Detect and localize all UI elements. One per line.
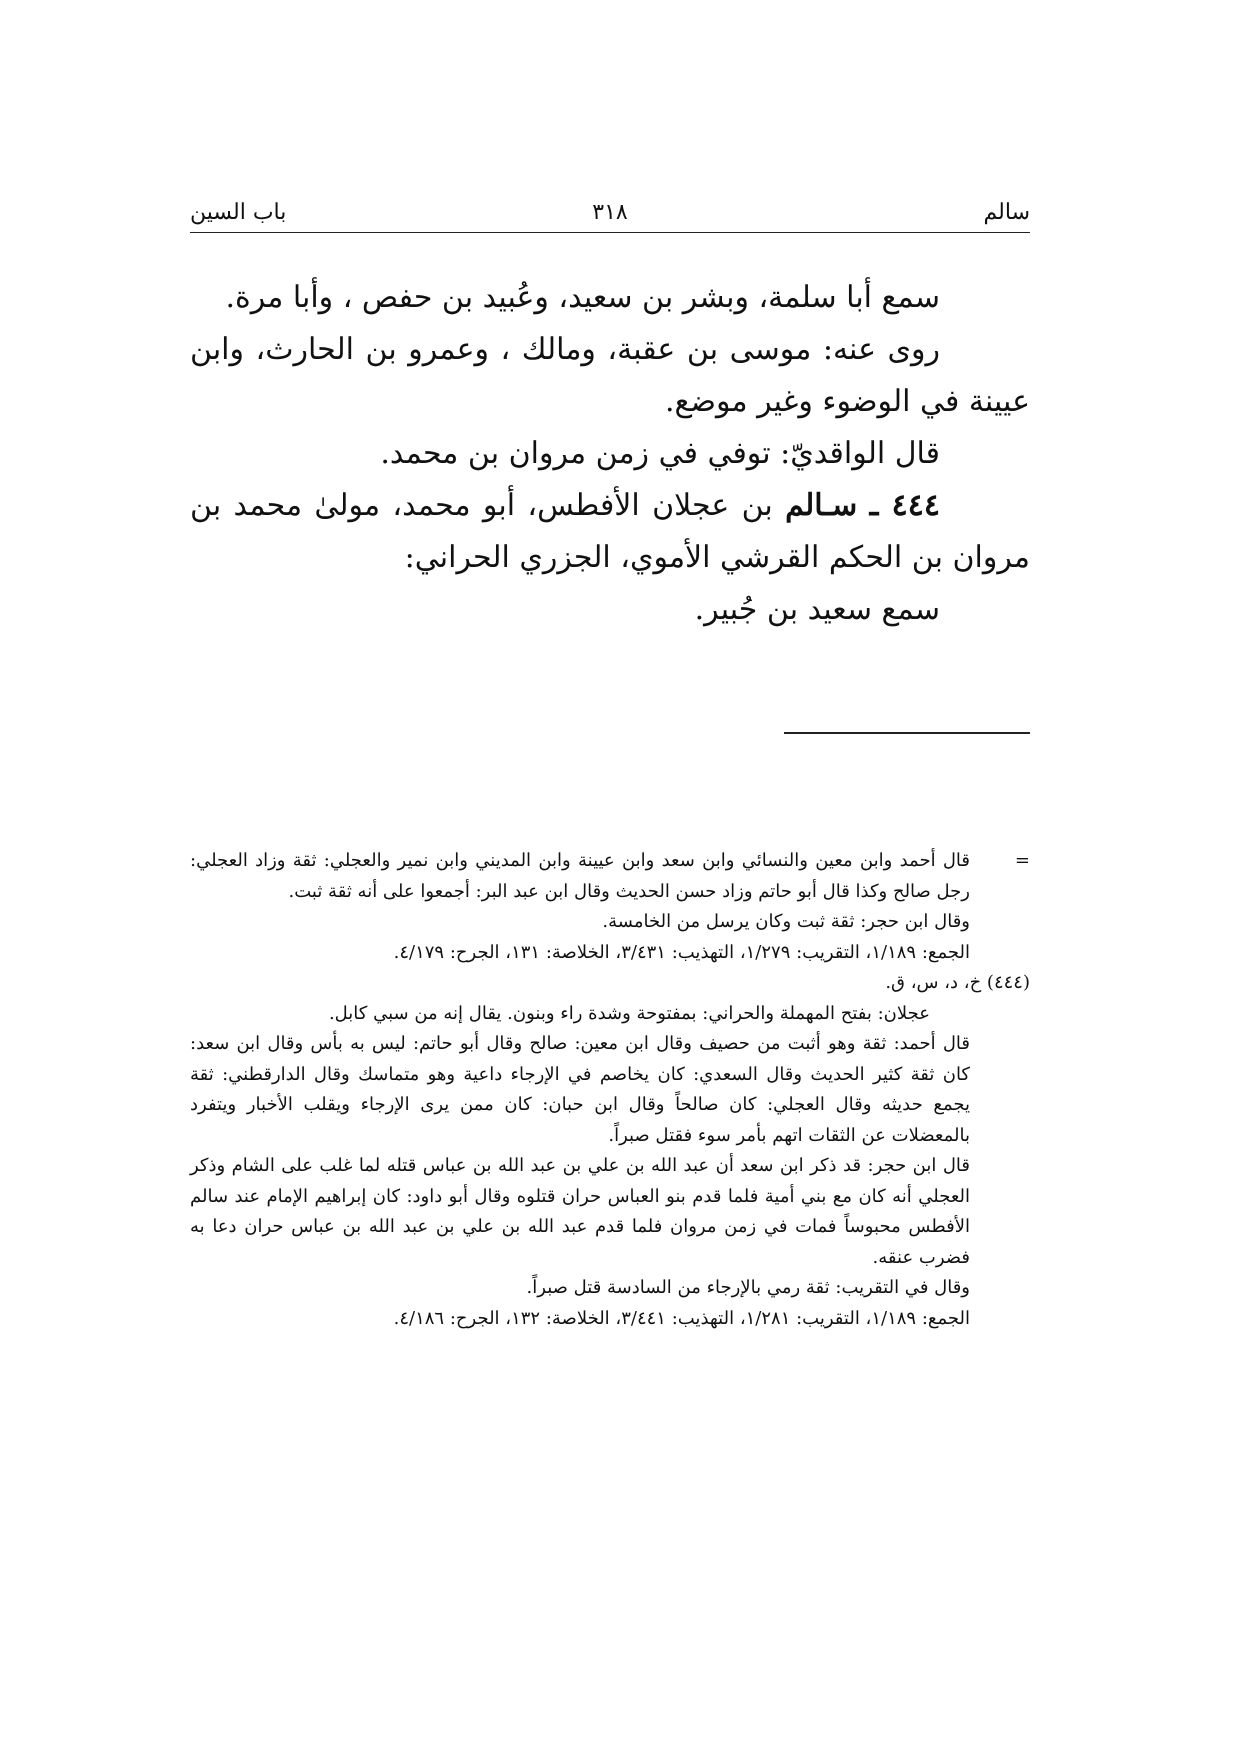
entry-name: سـالم xyxy=(785,488,858,523)
footnote-line: قال أحمد: ثقة وهو أثبت من حصيف وقال ابن معين: صالح وقال أبو حاتم: ليس به بأس وقال ابن سعد: كان ثقة كثير الحديث وقال السعدي: كان يخاصم في الإرجاء داعية وهو متماسك وقال الدارقطني: ثقة يجمع حديثه وقال العجلي: كان صالحاً وقال ابن حبان: كان ممن يرى الإرجاء ويقلب الأخبار ويتفرد بالمعضلات عن الثقات اتهم بأمر سوء فقتل صبراً. xyxy=(190,1033,970,1146)
header-rule xyxy=(190,232,1030,233)
page-number: ٣١٨ xyxy=(592,200,628,225)
footnote-continued xyxy=(190,846,1030,968)
footnote-line: قال أحمد وابن معين والنسائي وابن سعد وابن عيينة وابن المديني وابن نمير والعجلي: ثقة وزاد العجلي: رجل صالح وكذا قال أبو حاتم وزاد حسن الحديث وقال ابن عبد البر: أجمعوا على أنه ثقة ثبت. xyxy=(190,850,970,902)
footnote-line: وقال في التقريب: ثقة رمي بالإرجاء من السادسة قتل صبراً. xyxy=(526,1277,970,1298)
paragraph-heard-from: سمع أبا سلمة، وبشر بن سعيد، وعُبيد بن حفص ، وأبا مرة. xyxy=(225,280,940,315)
footnote-continuation-marker: = xyxy=(1014,850,1030,871)
paragraph-narrated-by: روى عنه: موسى بن عقبة، ومالك ، وعمرو بن الحارث، وابن عيينة في الوضوء وغير موضع. xyxy=(190,332,1030,419)
footnote-line: قال ابن حجر: قد ذكر ابن سعد أن عبد الله بن علي بن عبد الله بن عباس قتله لما غلب على الشام وذكر العجلي أنه كان مع بني أمية فلما قدم بنو العباس حران قتلوه وقال أبو داود: كان إبراهيم الإمام عند سالم الأفطس محبوساً فمات في زمن مروان فلما قدم عبد الله بن علي بن عبد الله بن عباس حران دعا به فضرب عنقه. xyxy=(190,1155,970,1268)
header-entry-name: سالم xyxy=(983,200,1030,225)
entry-description: بن عجلان الأفطس، أبو محمد، مولىٰ محمد بن مروان بن الحكم القرشي الأموي، الجزري الحراني: xyxy=(190,488,1030,575)
paragraph-waqidi: قال الواقديّ: توفي في زمن مروان بن محمد. xyxy=(380,436,940,471)
footnote-444-body xyxy=(190,999,1030,1335)
main-text xyxy=(190,272,1030,636)
footnote-line: وقال ابن حجر: ثقة ثبت وكان يرسل من الخامسة. xyxy=(602,911,970,932)
footnotes xyxy=(190,846,1030,1334)
paragraph-heard-said: سمع سعيد بن جُبير. xyxy=(694,592,940,627)
footnote-444-heading: (٤٤٤) خ، د، س، ق. xyxy=(885,972,1030,993)
footnote-line: عجلان: بفتح المهملة والحراني: بمفتوحة وشدة راء وبنون. يقال إنه من سبي كابل. xyxy=(328,1002,930,1024)
footnote-line: الجمع: ١/١٨٩، التقريب: ١/٢٧٩، التهذيب: ٣/٤٣١، الخلاصة: ١٣١، الجرح: ٤/١٧٩. xyxy=(393,941,970,963)
footnote-line: الجمع: ١/١٨٩، التقريب: ١/٢٨١، التهذيب: ٣/٤٤١، الخلاصة: ١٣٢، الجرح: ٤/١٨٦. xyxy=(393,1307,970,1329)
header-chapter-title: باب السين xyxy=(190,200,287,225)
entry-444-heading xyxy=(190,480,1030,584)
entry-number: ٤٤٤ ـ xyxy=(869,488,940,523)
footnote-separator xyxy=(784,732,1030,734)
